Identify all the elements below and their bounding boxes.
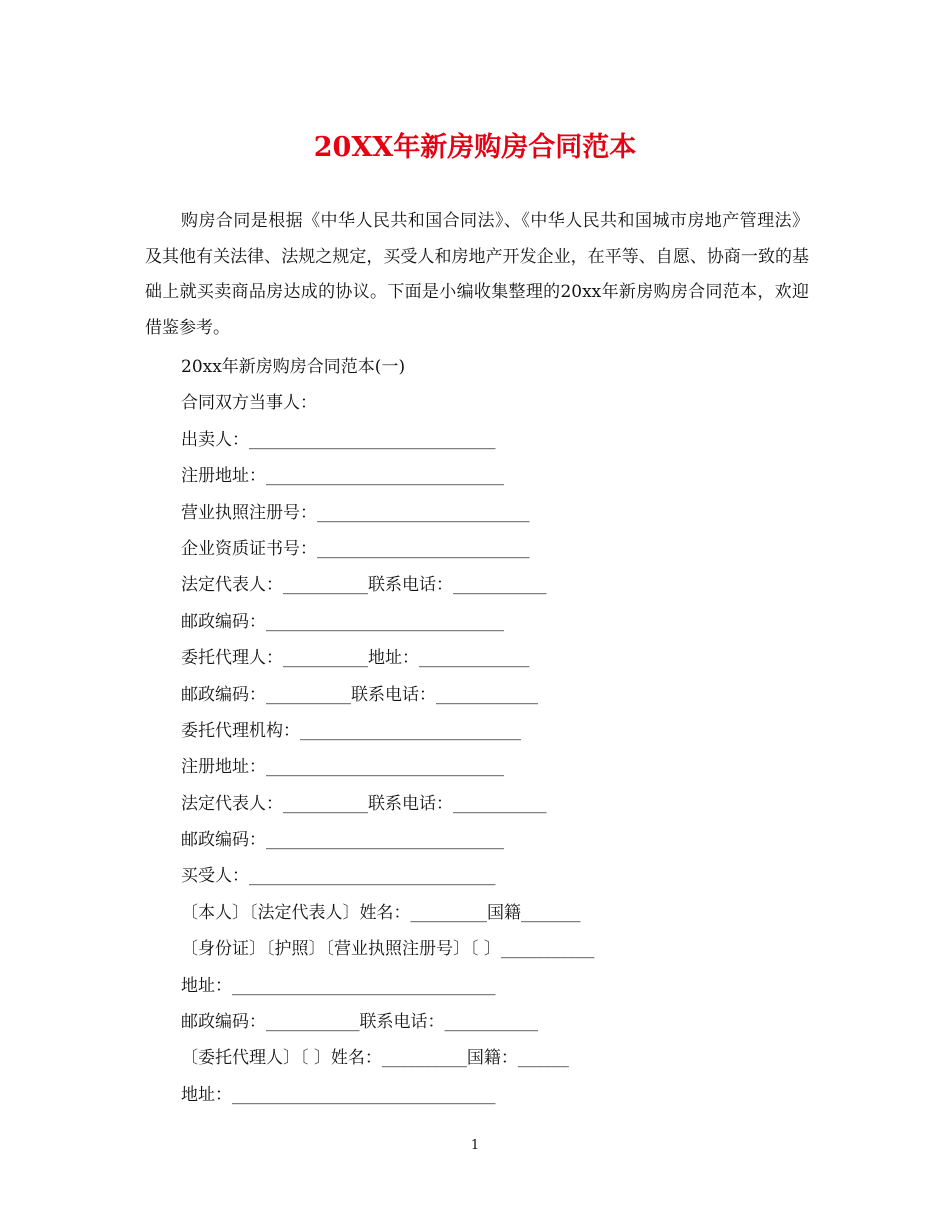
contract-line: 邮政编码：____________________________	[181, 830, 504, 851]
contract-line: 〔身份证〕〔护照〕〔营业执照注册号〕〔 〕___________	[181, 939, 595, 960]
contract-line: 邮政编码：__________联系电话：____________	[181, 684, 538, 705]
contract-line: 注册地址：____________________________	[181, 466, 504, 487]
page-number: 1	[470, 1138, 480, 1153]
intro-paragraph: 购房合同是根据《中华人民共和国合同法》、《中华人民共和国城市房地产管理法》及其他有关法律、法规之规定，买受人和房地产开发企业，在平等、自愿、协商一致的基础上就买卖商品房达成的协议。下面是小编收集整理的20xx年新房购房合同范本，欢迎借鉴参考。	[145, 211, 809, 339]
contract-line: 企业资质证书号：_________________________	[181, 538, 530, 559]
contract-line: 地址：_______________________________	[181, 1084, 496, 1105]
contract-line: 买受人：_____________________________	[181, 866, 496, 887]
contract-line: 邮政编码：____________________________	[181, 611, 504, 632]
contract-line: 地址：_______________________________	[181, 975, 496, 996]
contract-line: 注册地址：____________________________	[181, 757, 504, 778]
contract-line: 合同双方当事人：	[181, 393, 317, 414]
contract-line: 20xx年新房购房合同范本(一)	[181, 357, 406, 377]
contract-line: 〔本人〕〔法定代表人〕姓名：_________国籍_______	[181, 902, 581, 923]
contract-line: 邮政编码：___________联系电话：___________	[181, 1012, 538, 1033]
contract-fields	[181, 349, 821, 1113]
document-title: 20XX年新房购房合同范本	[313, 132, 637, 163]
contract-line: 〔委托代理人〕〔 〕姓名：__________国籍：______	[181, 1048, 569, 1069]
contract-line: 出卖人：_____________________________	[181, 429, 496, 450]
contract-line: 营业执照注册号：_________________________	[181, 502, 530, 523]
contract-line: 委托代理机构：__________________________	[181, 720, 521, 741]
contract-line: 法定代表人：__________联系电话：___________	[181, 793, 547, 814]
contract-line: 委托代理人：__________地址：_____________	[181, 648, 530, 669]
contract-line: 法定代表人：__________联系电话：___________	[181, 575, 547, 596]
